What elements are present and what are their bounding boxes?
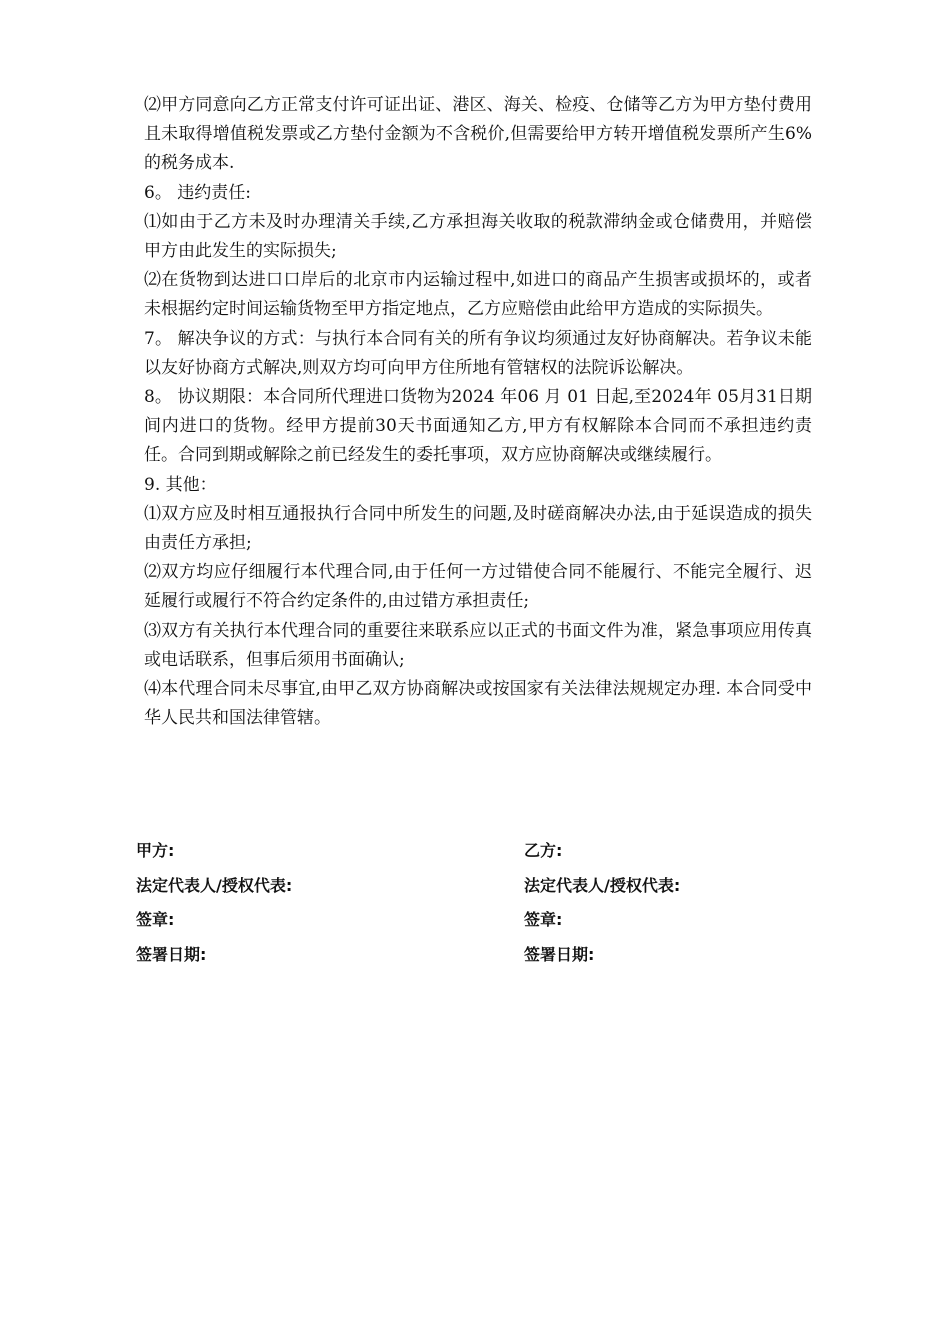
signature-row-date bbox=[136, 942, 836, 977]
clause-9-3: ⑶双方有关执行本代理合同的重要往来联系应以正式的书面文件为准，紧急事项应用传真或电话联系，但事后须用书面确认; bbox=[144, 620, 812, 670]
clause-9-4: ⑷本代理合同未尽事宜,由甲乙双方协商解决或按国家有关法律法规规定办理. 本合同受中华人民共和国法律管辖。 bbox=[144, 679, 812, 729]
clause-8: 8。 协议期限：本合同所代理进口货物为2024 年06 月 01 日起,至2024年 05月31日期间内进口的货物。经甲方提前30天书面通知乙方,甲方有权解除本合同而不承担违约责任。合同到期或解除之前已经发生的委托事项，双方应协商解决或继续履行。 bbox=[144, 387, 812, 466]
signature-row-representative bbox=[136, 873, 836, 908]
clause-6-1: ⑴如由于乙方未及时办理清关手续,乙方承担海关收取的税款滞纳金或仓储费用，并赔偿甲方由此发生的实际损失; bbox=[144, 211, 812, 262]
clause-9-heading: 9. 其他： bbox=[144, 474, 217, 495]
party-a-representative-label: 法定代表人/授权代表: bbox=[136, 875, 293, 895]
clause-5-2: ⑵甲方同意向乙方正常支付许可证出证、港区、海关、检疫、仓储等乙方为甲方垫付费用且未取得增值税发票或乙方垫付金额为不含税价,但需要给甲方转开增值税发票所产生6%的税务成本. bbox=[144, 95, 812, 174]
clause-6-heading: 6。 违约责任: bbox=[144, 182, 251, 203]
party-a-label: 甲方: bbox=[136, 841, 175, 860]
party-a-date-label: 签署日期: bbox=[136, 944, 207, 964]
party-b-representative-label: 法定代表人/授权代表: bbox=[524, 875, 681, 895]
clause-7: 7。 解决争议的方式：与执行本合同有关的所有争议均须通过友好协商解决。若争议未能以友好协商方式解决,则双方均可向甲方住所地有管辖权的法院诉讼解决。 bbox=[144, 328, 812, 378]
party-b-label: 乙方: bbox=[524, 841, 563, 860]
party-b-date-label: 签署日期: bbox=[524, 944, 595, 964]
signature-block bbox=[136, 838, 836, 976]
signature-row-party bbox=[136, 838, 836, 873]
party-b-seal-label: 签章: bbox=[524, 910, 563, 929]
party-a-seal-label: 签章: bbox=[136, 910, 175, 929]
clause-6-2: ⑵在货物到达进口口岸后的北京市内运输过程中,如进口的商品产生损害或损坏的，或者未根据约定时间运输货物至甲方指定地点，乙方应赔偿由此给甲方造成的实际损失。 bbox=[144, 270, 812, 320]
clause-9-1: ⑴双方应及时相互通报执行合同中所发生的问题,及时磋商解决办法,由于延误造成的损失由责任方承担; bbox=[144, 503, 812, 554]
contract-body bbox=[144, 91, 812, 733]
signature-row-seal bbox=[136, 907, 836, 942]
clause-9-2: ⑵双方均应仔细履行本代理合同,由于任何一方过错使合同不能履行、不能完全履行、迟延履行或履行不符合约定条件的,由过错方承担责任; bbox=[144, 562, 812, 612]
